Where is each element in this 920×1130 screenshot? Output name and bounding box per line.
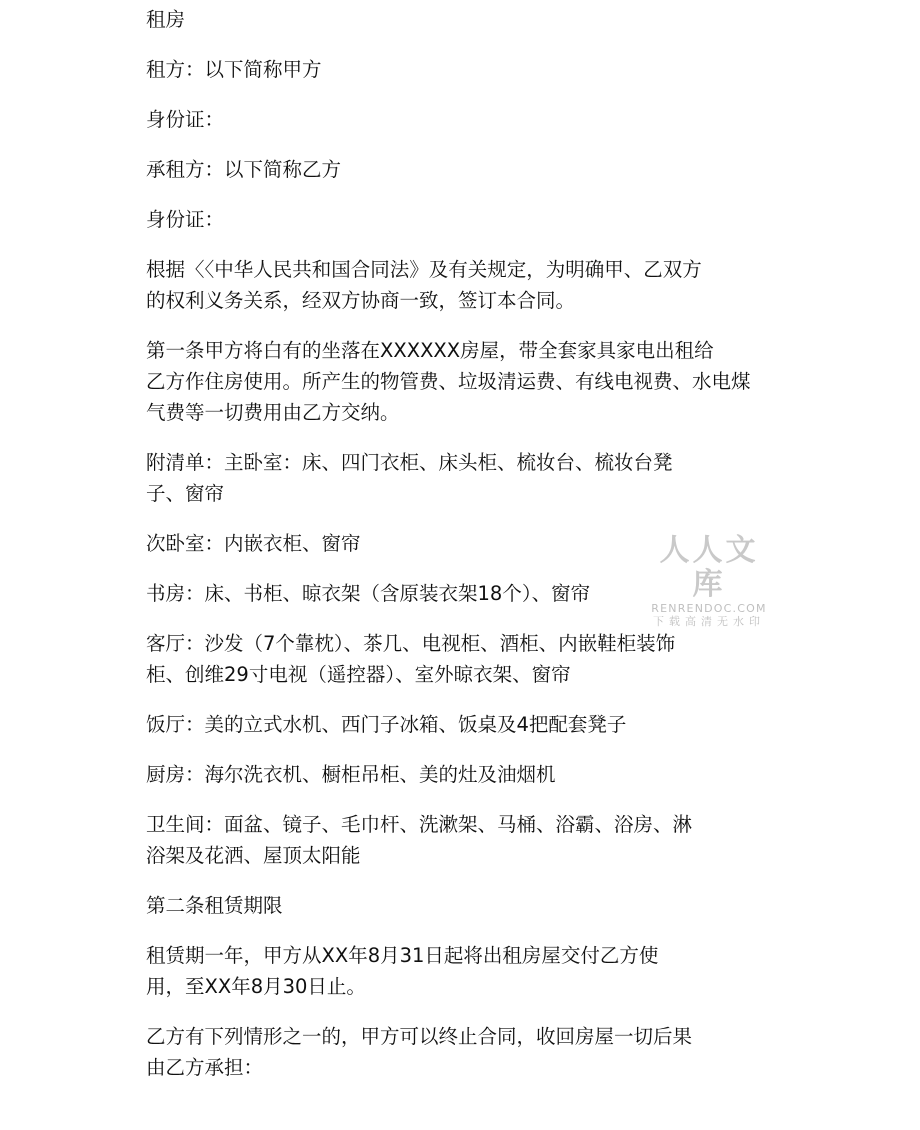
paragraph-line: 租方：以下简称甲方 — [146, 58, 322, 81]
paragraph-line: 厨房：海尔洗衣机、橱柜吊柜、美的灶及油烟机 — [146, 763, 556, 786]
paragraph-line: 书房：床、书柜、晾衣架（含原装衣架18个）、窗帘 — [146, 582, 591, 605]
paragraph-line: 浴架及花洒、屋顶太阳能 — [146, 844, 361, 867]
paragraph — [100, 709, 780, 740]
paragraph — [100, 154, 780, 185]
watermark-title: 人人文库 — [659, 533, 759, 602]
paragraph — [100, 759, 780, 790]
paragraph-line: 客厅：沙发（7个靠枕）、茶几、电视柜、酒柜、内嵌鞋柜装饰 — [146, 632, 676, 655]
paragraph — [100, 628, 780, 690]
paragraph-line: 附清单：主卧室：床、四门衣柜、床头柜、梳妆台、梳妆台凳 — [146, 451, 673, 474]
paragraph — [100, 1021, 780, 1083]
paragraph — [100, 940, 780, 1002]
paragraph — [100, 809, 780, 871]
paragraph-line: 承租方：以下简称乙方 — [146, 158, 342, 181]
paragraph-line: 乙方有下列情形之一的，甲方可以终止合同，收回房屋一切后果 — [146, 1025, 693, 1048]
paragraph-line: 身份证： — [146, 108, 225, 131]
paragraph — [100, 890, 780, 921]
paragraph-line: 第一条甲方将白有的坐落在XXXXXX房屋，带全套家具家电出租给 — [146, 339, 714, 362]
watermark-subtitle: 下载高清无水印 — [653, 615, 765, 628]
paragraph-line: 租房 — [146, 8, 186, 31]
paragraph-line: 的权利义务关系，经双方协商一致，签订本合同。 — [146, 289, 576, 312]
paragraph — [100, 4, 780, 35]
paragraph-line: 子、窗帘 — [146, 482, 225, 505]
paragraph-line: 柜、创维29寸电视（遥控器）、室外晾衣架、窗帘 — [146, 663, 571, 686]
paragraph-line: 次卧室：内嵌衣柜、窗帘 — [146, 532, 361, 555]
paragraph — [100, 204, 780, 235]
paragraph — [100, 335, 780, 428]
paragraph — [100, 104, 780, 135]
watermark — [644, 534, 774, 628]
paragraph-line: 由乙方承担： — [146, 1056, 264, 1079]
paragraph-line: 饭厅：美的立式水机、西门子冰箱、饭桌及4把配套凳子 — [146, 713, 627, 736]
paragraph-line: 卫生间：面盆、镜子、毛巾杆、洗漱架、马桶、浴霸、浴房、淋 — [146, 813, 693, 836]
paragraph-line: 用，至XX年8月30日止。 — [146, 975, 366, 998]
paragraph — [100, 54, 780, 85]
paragraph-line: 乙方作住房使用。所产生的物管费、垃圾清运费、有线电视费、水电煤 — [146, 370, 751, 393]
paragraph-line: 身份证： — [146, 208, 225, 231]
paragraph-line: 第二条租赁期限 — [146, 894, 283, 917]
paragraph-line: 根据〈〈中华人民共和国合同法》及有关规定，为明确甲、乙双方 — [146, 258, 702, 281]
paragraph-line: 气费等一切费用由乙方交纳。 — [146, 401, 400, 424]
paragraph — [100, 447, 780, 509]
paragraph — [100, 254, 780, 316]
paragraph-line: 租赁期一年，甲方从XX年8月31日起将出租房屋交付乙方使 — [146, 944, 659, 967]
watermark-url: RENRENDOC.COM — [651, 602, 767, 615]
